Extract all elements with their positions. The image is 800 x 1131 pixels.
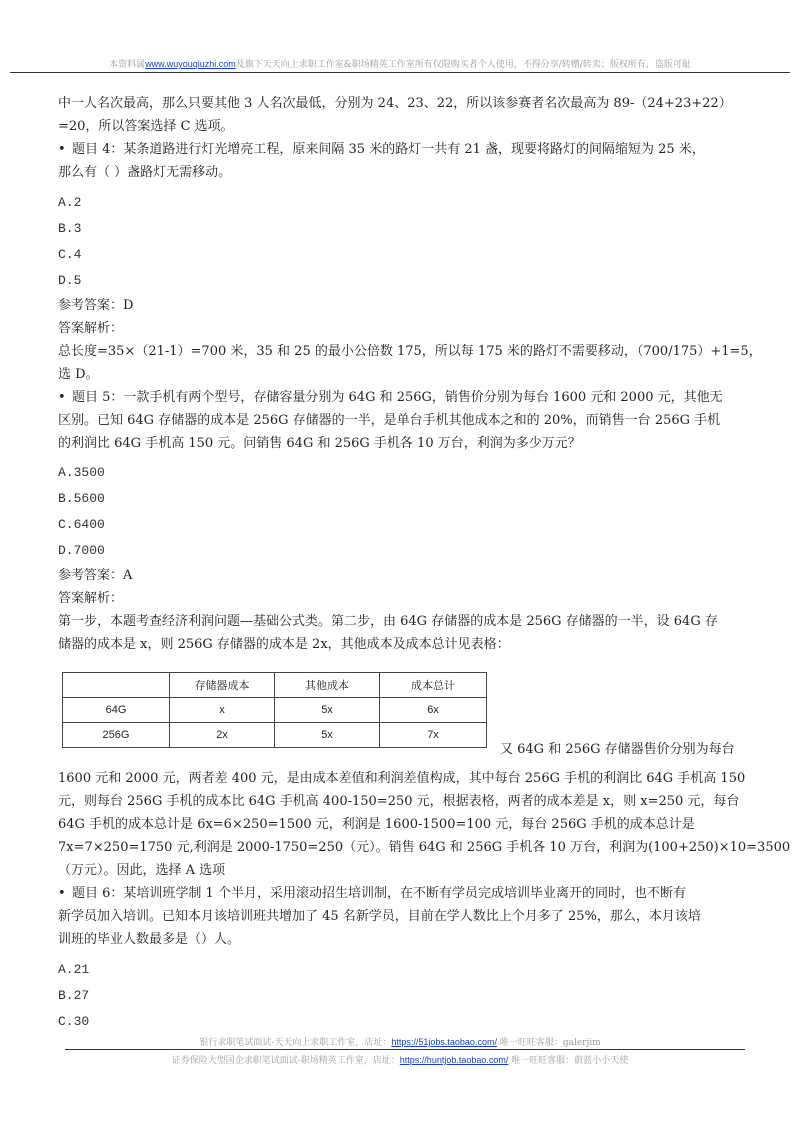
q5-analysis-cont: 7x=7×250=1750 元,利润是 2000-1750=250（元）。销售 64G 和 256G 手机各 10 万台，利润为(100+250)×10=3500 <box>58 840 791 855</box>
q4-option-c: C.4 <box>58 247 82 262</box>
table-cell: 7x <box>380 723 487 748</box>
table-cell: 5x <box>275 698 380 723</box>
table-cell: 2x <box>170 723 275 748</box>
q5-analysis-cont: 1600 元和 2000 元，两者差 400 元，是由成本差值和利润差值构成，其中每台 256G 手机的利润比 64G 手机高 150 <box>58 771 746 786</box>
footer-2-link[interactable]: https://huntjob.taobao.com/ <box>399 1055 509 1065</box>
question-5-text: 的利润比 64G 手机高 150 元。问销售 64G 和 256G 手机各 10 万台，利润为多少万元？ <box>58 436 581 451</box>
q5-analysis-cont: 64G 手机的成本总计是 6x=6×250=1500 元，利润是 1600-1500=100 元，每台 256G 手机的成本总计是 <box>58 817 695 832</box>
footer-line-2 <box>0 1053 800 1066</box>
q5-analysis: 储器的成本是 x，则 256G 存储器的成本是 2x，其他成本及成本总计见表格： <box>58 637 510 652</box>
footer-1-prefix: 银行求职笔试面试-天天向上求职工作室，店址： <box>199 1038 392 1048</box>
table-row <box>63 723 487 748</box>
page-header <box>0 57 800 70</box>
header-suffix: 及旗下天天向上求职工作室&职场精英工作室所有仅限购买者个人使用，不得分享/转赠/转卖；版权所有，盗版可耻 <box>235 60 691 70</box>
table-cell: 256G <box>63 723 170 748</box>
table-cell: 6x <box>380 698 487 723</box>
table-cell: 5x <box>275 723 380 748</box>
table-header-cell: 存储器成本 <box>170 673 275 698</box>
text-line: 中一人名次最高，那么只要其他 3 人名次最低，分别为 24、23、22，所以该参赛者名次最高为 89-（24+23+22） <box>58 96 732 111</box>
q5-option-c: C.6400 <box>58 517 105 532</box>
q5-analysis-cont: （万元）。因此，选择 A 选项 <box>58 863 226 878</box>
main-content <box>58 92 762 656</box>
table-cell: x <box>170 698 275 723</box>
q4-option-d: D.5 <box>58 273 82 288</box>
table-header-cell: 成本总计 <box>380 673 487 698</box>
q5-analysis-label: 答案解析： <box>58 591 124 606</box>
after-table-text: 又 64G 和 256G 存储器售价分别为每台 <box>500 742 735 757</box>
question-6-text: 训班的毕业人数最多是（）人。 <box>58 932 241 947</box>
footer-divider <box>65 1049 745 1050</box>
footer-1-suffix: 唯一旺旺客服：galerjim <box>496 1038 601 1048</box>
q4-answer: 参考答案：D <box>58 298 134 313</box>
main-content-continued <box>58 767 791 1035</box>
q4-analysis: 选 D。 <box>58 367 99 382</box>
q4-option-a: A.2 <box>58 195 82 210</box>
q6-option-b: B.27 <box>58 988 90 1003</box>
question-4-text: 那么有（ ）盏路灯无需移动。 <box>58 165 232 180</box>
q6-option-c: C.30 <box>58 1014 90 1029</box>
footer-2-prefix: 证券保险大型国企求职笔试面试-职场精英工作室，店址： <box>171 1056 400 1066</box>
table-header-cell: 其他成本 <box>275 673 380 698</box>
footer-line-1 <box>0 1035 800 1048</box>
question-6-title: • 题目 6：某培训班学制 1 个半月，采用滚动招生培训制，在不断有学员完成培训毕业离开的同时，也不断有 <box>58 882 746 905</box>
q4-option-b: B.3 <box>58 221 82 236</box>
q5-option-b: B.5600 <box>58 491 105 506</box>
question-6-text: 新学员加入培训。已知本月该培训班共增加了 45 名新学员，目前在学人数比上个月多了 25%，那么，本月该培 <box>58 909 701 924</box>
header-link[interactable]: www.wuyouqiuzhi.com <box>145 59 236 69</box>
q5-answer: 参考答案：A <box>58 568 133 583</box>
header-prefix: 本资料属 <box>109 60 146 70</box>
table-cell: 64G <box>63 698 170 723</box>
q5-option-d: D.7000 <box>58 543 105 558</box>
q6-option-a: A.21 <box>58 962 90 977</box>
q5-analysis-cont: 元，则每台 256G 手机的成本比 64G 手机高 400-150=250 元，根据表格，两者的成本差是 x，则 x=250 元，每台 <box>58 794 740 809</box>
question-4-title: • 题目 4：某条道路进行灯光增亮工程，原来间隔 35 米的路灯一共有 21 盏，现要将路灯的间隔缩短为 25 米， <box>58 138 746 161</box>
q5-option-a: A.3500 <box>58 465 105 480</box>
footer-1-link[interactable]: https://51jobs.taobao.com/ <box>391 1037 497 1047</box>
header-divider <box>10 72 790 73</box>
q4-analysis: 总长度=35×（21-1）=700 米，35 和 25 的最小公倍数 175，所以每 175 米的路灯不需要移动，（700/175）+1=5， <box>58 344 762 359</box>
footer-2-suffix: 唯一旺旺客服：蔚蓝小小天使 <box>508 1056 629 1066</box>
cost-table <box>62 672 487 748</box>
question-5-text: 区别。已知 64G 存储器的成本是 256G 存储器的一半，是单台手机其他成本之和的 20%，而销售一台 256G 手机 <box>58 413 721 428</box>
q4-analysis-label: 答案解析： <box>58 321 124 336</box>
table-header-cell <box>63 673 170 698</box>
table-row <box>63 698 487 723</box>
q5-analysis: 第一步，本题考查经济利润问题—基础公式类。第二步，由 64G 存储器的成本是 256G 存储器的一半，设 64G 存 <box>58 614 718 629</box>
table-header-row <box>63 673 487 698</box>
question-5-title: • 题目 5：一款手机有两个型号，存储容量分别为 64G 和 256G，销售价分别为每台 1600 元和 2000 元，其他无 <box>58 386 746 409</box>
text-line: =20，所以答案选择 C 选项。 <box>58 119 234 134</box>
